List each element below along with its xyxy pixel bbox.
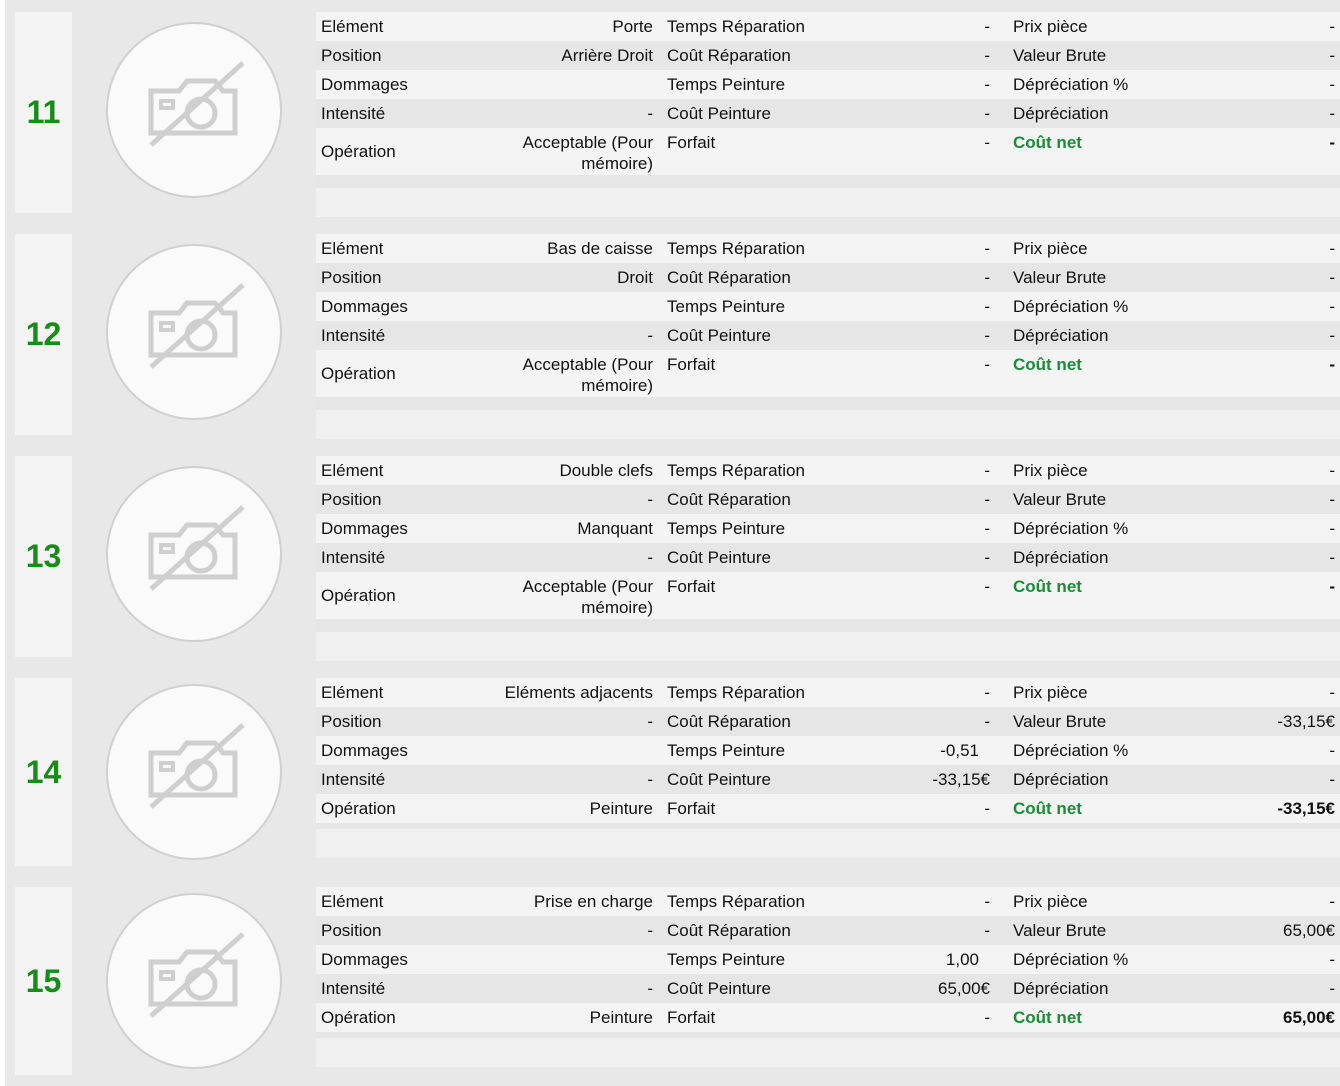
element-label: Elément [321, 17, 384, 36]
cout-net-label: Coût net [1013, 355, 1082, 374]
intensite-value: - [647, 326, 653, 345]
table-row [316, 1003, 1340, 1032]
table-row [316, 12, 1340, 41]
intensite-label: Intensité [321, 979, 386, 998]
damage-item-15 [15, 887, 1340, 1075]
operation-value: Acceptable (Pour mémoire) [522, 355, 653, 395]
item-number-cell [15, 678, 72, 866]
operation-label: Opération [321, 363, 396, 383]
valeur-brute-label: Valeur Brute [1013, 921, 1107, 940]
temps-reparation-value: - [984, 683, 990, 702]
dommages-label: Dommages [321, 519, 408, 538]
table-row-empty [316, 175, 1340, 188]
item-number: 15 [25, 962, 62, 999]
position-label: Position [321, 46, 382, 65]
damage-item-11 [15, 12, 1340, 213]
cout-net-label: Coût net [1013, 1008, 1082, 1027]
temps-peinture-value: 1,00 [945, 950, 979, 969]
item-number-cell [15, 234, 72, 435]
forfait-value: - [984, 799, 990, 818]
table-row [316, 485, 1340, 514]
table-row [316, 321, 1340, 350]
table-row [316, 514, 1340, 543]
forfait-label: Forfait [667, 355, 716, 374]
depreciation-label: Dépréciation [1013, 979, 1109, 998]
prix-piece-label: Prix pièce [1013, 17, 1088, 36]
position-label: Position [321, 712, 382, 731]
depreciation-value: - [1329, 770, 1335, 789]
table-row [316, 128, 1340, 175]
cout-peinture-value: - [984, 326, 990, 345]
depreciation-value: - [1329, 104, 1335, 123]
item-separator [316, 1038, 1340, 1067]
table-row [316, 41, 1340, 70]
table-row [316, 707, 1340, 736]
dommages-label: Dommages [321, 741, 408, 760]
item-separator [316, 829, 1340, 858]
details-table [316, 456, 1340, 661]
depreciation-pct-label: Dépréciation % [1013, 75, 1129, 94]
cout-net-value: - [1329, 355, 1335, 374]
table-row [316, 765, 1340, 794]
valeur-brute-value: - [1329, 46, 1335, 65]
table-row [316, 572, 1340, 619]
cout-net-label: Coût net [1013, 133, 1082, 152]
dommages-value [476, 945, 653, 974]
item-number: 12 [25, 316, 62, 352]
intensite-label: Intensité [321, 548, 386, 567]
depreciation-label: Dépréciation [1013, 770, 1109, 789]
valeur-brute-value: - [1329, 268, 1335, 287]
depreciation-value: - [1329, 548, 1335, 567]
temps-peinture-label: Temps Peinture [667, 741, 786, 760]
cout-net-label: Coût net [1013, 799, 1082, 818]
depreciation-pct-value: - [1329, 75, 1335, 94]
operation-label: Opération [321, 585, 396, 605]
cout-reparation-label: Coût Réparation [667, 712, 791, 731]
dommages-value [476, 70, 653, 99]
prix-piece-value: - [1329, 461, 1335, 480]
element-value: Porte [612, 17, 653, 36]
cout-reparation-value: - [984, 921, 990, 940]
cout-peinture-label: Coût Peinture [667, 979, 771, 998]
intensite-value: - [647, 979, 653, 998]
item-number: 11 [26, 94, 61, 130]
position-value: - [647, 490, 653, 509]
item-number: 14 [25, 753, 62, 790]
operation-label: Opération [321, 799, 396, 818]
temps-reparation-label: Temps Réparation [667, 239, 805, 258]
dommages-label: Dommages [321, 950, 408, 969]
no-photo-icon[interactable] [105, 892, 283, 1070]
cout-peinture-value: - [984, 104, 990, 123]
dommages-value: Manquant [577, 519, 653, 538]
temps-reparation-label: Temps Réparation [667, 461, 805, 480]
forfait-value: - [984, 1008, 990, 1027]
forfait-label: Forfait [667, 1008, 716, 1027]
temps-peinture-value: - [984, 297, 990, 316]
temps-reparation-value: - [984, 239, 990, 258]
table-row [316, 543, 1340, 572]
details-table [316, 234, 1340, 439]
position-label: Position [321, 921, 382, 940]
table-row [316, 945, 1340, 974]
valeur-brute-value: - [1329, 490, 1335, 509]
dommages-value [476, 736, 653, 765]
cout-net-value: 65,00€ [1283, 1008, 1335, 1027]
damage-item-12 [15, 234, 1340, 435]
cout-reparation-value: - [984, 46, 990, 65]
intensite-value: - [647, 770, 653, 789]
damage-item-14 [15, 678, 1340, 866]
element-value: Double clefs [559, 461, 653, 480]
position-value: - [647, 921, 653, 940]
table-row [316, 678, 1340, 707]
operation-value: Acceptable (Pour mémoire) [522, 133, 653, 173]
cout-reparation-label: Coût Réparation [667, 268, 791, 287]
table-row [316, 916, 1340, 945]
position-value: Droit [617, 268, 653, 287]
table-row [316, 99, 1340, 128]
table-row [316, 263, 1340, 292]
position-label: Position [321, 268, 382, 287]
prix-piece-value: - [1329, 892, 1335, 911]
temps-peinture-value: - [984, 519, 990, 538]
table-row [316, 350, 1340, 397]
element-label: Elément [321, 239, 384, 258]
depreciation-pct-label: Dépréciation % [1013, 519, 1129, 538]
operation-value: Peinture [589, 1008, 653, 1027]
table-row-empty [316, 397, 1340, 410]
prix-piece-value: - [1329, 239, 1335, 258]
forfait-label: Forfait [667, 577, 716, 596]
prix-piece-label: Prix pièce [1013, 239, 1088, 258]
depreciation-label: Dépréciation [1013, 548, 1109, 567]
forfait-label: Forfait [667, 799, 716, 818]
cout-peinture-value: 65,00€ [938, 979, 990, 998]
dommages-value [476, 292, 653, 321]
valeur-brute-label: Valeur Brute [1013, 268, 1107, 287]
temps-reparation-value: - [984, 461, 990, 480]
depreciation-pct-value: - [1329, 950, 1335, 969]
cout-net-value: - [1329, 577, 1335, 596]
cout-peinture-label: Coût Peinture [667, 770, 771, 789]
item-number-cell [15, 12, 72, 213]
element-label: Elément [321, 892, 384, 911]
no-photo-icon[interactable] [105, 683, 283, 861]
cout-peinture-label: Coût Peinture [667, 104, 771, 123]
item-separator [316, 632, 1340, 661]
operation-label: Opération [321, 141, 396, 161]
depreciation-pct-label: Dépréciation % [1013, 950, 1129, 969]
cout-peinture-value: -33,15€ [932, 770, 990, 789]
table-row-empty [316, 823, 1340, 829]
no-photo-icon[interactable] [105, 465, 283, 643]
dommages-label: Dommages [321, 75, 408, 94]
table-row [316, 70, 1340, 99]
operation-label: Opération [321, 1008, 396, 1027]
temps-reparation-value: - [984, 892, 990, 911]
item-number-cell [15, 887, 72, 1075]
cout-net-value: - [1329, 133, 1335, 152]
depreciation-pct-value: - [1329, 741, 1335, 760]
table-row-empty [316, 1032, 1340, 1038]
valeur-brute-label: Valeur Brute [1013, 490, 1107, 509]
temps-reparation-label: Temps Réparation [667, 17, 805, 36]
valeur-brute-value: 65,00€ [1283, 921, 1335, 940]
cout-reparation-value: - [984, 268, 990, 287]
item-separator [316, 410, 1340, 439]
damage-item-13 [15, 456, 1340, 657]
prix-piece-label: Prix pièce [1013, 683, 1088, 702]
valeur-brute-value: -33,15€ [1277, 712, 1335, 731]
depreciation-label: Dépréciation [1013, 326, 1109, 345]
intensite-label: Intensité [321, 770, 386, 789]
temps-reparation-label: Temps Réparation [667, 892, 805, 911]
item-number-cell [15, 456, 72, 657]
item-number: 13 [25, 538, 62, 574]
depreciation-value: - [1329, 326, 1335, 345]
cout-reparation-label: Coût Réparation [667, 46, 791, 65]
intensite-value: - [647, 548, 653, 567]
position-label: Position [321, 490, 382, 509]
cout-reparation-label: Coût Réparation [667, 490, 791, 509]
table-row [316, 887, 1340, 916]
prix-piece-label: Prix pièce [1013, 892, 1088, 911]
table-row-empty [316, 619, 1340, 632]
element-label: Elément [321, 461, 384, 480]
intensite-value: - [647, 104, 653, 123]
prix-piece-value: - [1329, 17, 1335, 36]
forfait-label: Forfait [667, 133, 716, 152]
table-row [316, 794, 1340, 823]
temps-peinture-value: - [984, 75, 990, 94]
details-table [316, 887, 1340, 1067]
valeur-brute-label: Valeur Brute [1013, 46, 1107, 65]
table-row [316, 456, 1340, 485]
table-row [316, 974, 1340, 1003]
details-table [316, 12, 1340, 217]
details-table [316, 678, 1340, 858]
depreciation-pct-value: - [1329, 519, 1335, 538]
intensite-label: Intensité [321, 104, 386, 123]
position-value: - [647, 712, 653, 731]
table-row [316, 736, 1340, 765]
temps-reparation-label: Temps Réparation [667, 683, 805, 702]
operation-value: Peinture [589, 799, 653, 818]
position-value: Arrière Droit [561, 46, 653, 65]
operation-value: Acceptable (Pour mémoire) [522, 577, 653, 617]
cout-reparation-value: - [984, 490, 990, 509]
table-row [316, 234, 1340, 263]
cout-peinture-label: Coût Peinture [667, 326, 771, 345]
element-value: Prise en charge [533, 892, 653, 911]
cout-peinture-value: - [984, 548, 990, 567]
depreciation-pct-label: Dépréciation % [1013, 741, 1129, 760]
dommages-label: Dommages [321, 297, 408, 316]
cout-net-label: Coût net [1013, 577, 1082, 596]
cout-reparation-label: Coût Réparation [667, 921, 791, 940]
depreciation-pct-label: Dépréciation % [1013, 297, 1129, 316]
item-separator [316, 188, 1340, 217]
element-label: Elément [321, 683, 384, 702]
cout-reparation-value: - [984, 712, 990, 731]
temps-peinture-label: Temps Peinture [667, 519, 786, 538]
cout-peinture-label: Coût Peinture [667, 548, 771, 567]
depreciation-value: - [1329, 979, 1335, 998]
table-row [316, 292, 1340, 321]
cout-net-value: -33,15€ [1277, 799, 1335, 818]
forfait-value: - [984, 355, 990, 374]
no-photo-icon[interactable] [105, 243, 283, 421]
forfait-value: - [984, 577, 990, 596]
depreciation-label: Dépréciation [1013, 104, 1109, 123]
depreciation-pct-value: - [1329, 297, 1335, 316]
temps-peinture-label: Temps Peinture [667, 950, 786, 969]
valeur-brute-label: Valeur Brute [1013, 712, 1107, 731]
element-value: Eléments adjacents [504, 683, 653, 702]
temps-peinture-value: -0,51 [940, 741, 979, 760]
intensite-label: Intensité [321, 326, 386, 345]
prix-piece-value: - [1329, 683, 1335, 702]
prix-piece-label: Prix pièce [1013, 461, 1088, 480]
element-value: Bas de caisse [547, 239, 653, 258]
temps-peinture-label: Temps Peinture [667, 297, 786, 316]
no-photo-icon[interactable] [105, 21, 283, 199]
temps-peinture-label: Temps Peinture [667, 75, 786, 94]
forfait-value: - [984, 133, 990, 152]
temps-reparation-value: - [984, 17, 990, 36]
